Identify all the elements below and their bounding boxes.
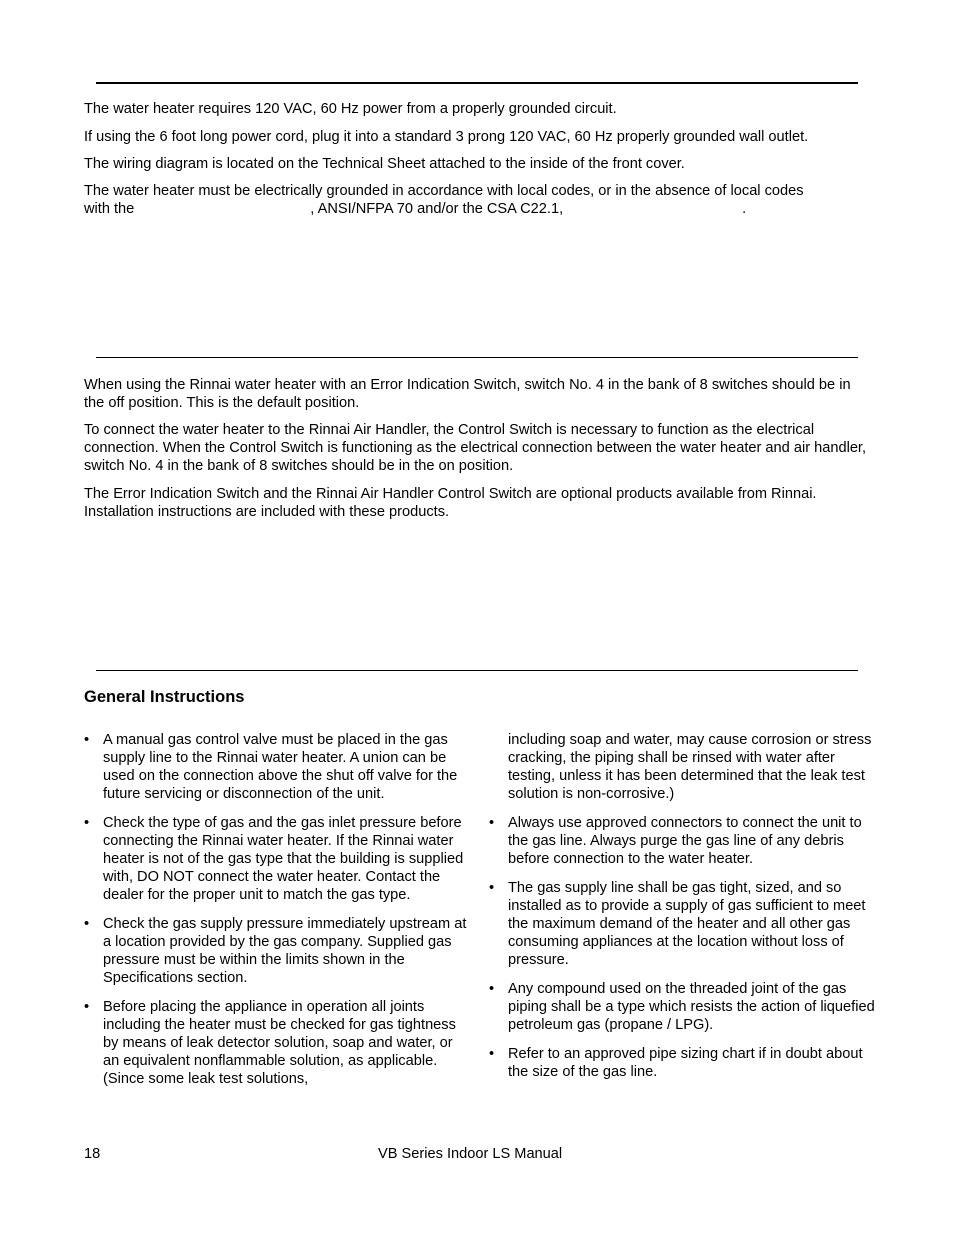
electrical-wiring-diagram-paragraph: The wiring diagram is located on the Technical Sheet attached to the inside of the front cover. <box>84 156 685 172</box>
grounding-text-a: with the <box>84 201 135 217</box>
bullet-icon: • <box>489 880 495 896</box>
list-item-text: Check the gas supply pressure immediately upstream at a location provided by the gas company. Supplied gas pressure must be within the limits shown in the Specifications section. <box>103 916 467 986</box>
list-item <box>489 980 879 1034</box>
list-item-text: Refer to an approved pipe sizing chart if in doubt about the size of the gas line. <box>508 1046 863 1080</box>
electrical-power-paragraph: The water heater requires 120 VAC, 60 Hz power from a properly grounded circuit. <box>84 101 617 117</box>
list-item <box>489 1045 879 1081</box>
bullet-icon: • <box>489 1046 495 1062</box>
list-item <box>489 814 879 868</box>
manual-title: VB Series Indoor LS Manual <box>378 1146 563 1162</box>
electrical-grounding-paragraph <box>84 182 874 218</box>
list-item-continuation: including soap and water, may cause corrosion or stress cracking, the piping shall be rinsed with water after testing, unless it has been determined that the leak test solution is non-corrosive.) <box>508 732 872 802</box>
grounding-text-c: . <box>742 201 747 217</box>
section-divider-electrical <box>96 82 858 84</box>
bullet-icon: • <box>84 815 90 831</box>
switch-air-handler-paragraph: To connect the water heater to the Rinnai Air Handler, the Control Switch is necessary to function as the electrical connection. When the Control Switch is functioning as the electrical connection between the water heater and air handler, switch No. 4 in the bank of 8 switches should be in the on position. <box>84 422 867 474</box>
switch-error-indication-paragraph: When using the Rinnai water heater with an Error Indication Switch, switch No. 4 in the bank of 8 switches should be in the off position. This is the default position. <box>84 377 851 411</box>
switch-optional-products-paragraph: The Error Indication Switch and the Rinnai Air Handler Control Switch are optional products available from Rinnai. Installation instructions are included with these products. <box>84 486 817 520</box>
section-divider-gas <box>96 670 858 671</box>
bullet-icon: • <box>84 916 90 932</box>
list-item-text: Before placing the appliance in operation all joints including the heater must be checked for gas tightness by means of leak detector solution, soap and water, or an equivalent nonflammable solution, as applicable. (Since some leak test solutions, <box>103 999 456 1087</box>
list-item-text: Check the type of gas and the gas inlet pressure before connecting the Rinnai water heater. If the Rinnai water heater is not of the gas type that the building is supplied with, DO NOT connect the water heater. Contact the dealer for the proper unit to match the gas type. <box>103 815 464 903</box>
electrical-power-cord-paragraph: If using the 6 foot long power cord, plug it into a standard 3 prong 120 VAC, 60 Hz properly grounded wall outlet. <box>84 129 809 145</box>
list-item <box>84 915 469 987</box>
list-item <box>489 879 879 969</box>
section-divider-switches <box>96 357 858 358</box>
bullet-icon: • <box>489 815 495 831</box>
bullet-icon: • <box>489 981 495 997</box>
list-item-text: The gas supply line shall be gas tight, sized, and so installed as to provide a supply of gas sufficient to meet the maximum demand of the heater and all other gas consuming appliances at the location without loss of pressure. <box>508 880 866 968</box>
list-item <box>84 998 469 1088</box>
general-instructions-heading: General Instructions <box>84 688 245 706</box>
list-item <box>84 814 469 904</box>
bullet-icon: • <box>84 999 90 1015</box>
grounding-line-1: The water heater must be electrically grounded in accordance with local codes, or in the absence of local codes <box>84 183 804 199</box>
list-item-text: A manual gas control valve must be placed in the gas supply line to the Rinnai water heater. A union can be used on the connection above the shut off valve for the future servicing or disconnection of the unit. <box>103 732 458 802</box>
list-item-text: Any compound used on the threaded joint of the gas piping shall be a type which resists the action of liquefied petroleum gas (propane / LPG). <box>508 981 875 1033</box>
grounding-text-b: , ANSI/NFPA 70 and/or the CSA C22.1, <box>310 201 564 217</box>
gas-instructions-left-column <box>84 731 469 1099</box>
list-item-text: Always use approved connectors to connect the unit to the gas line. Always purge the gas line of any debris before connection to the water heater. <box>508 815 862 867</box>
bullet-icon: • <box>84 732 90 748</box>
gas-instructions-right-column <box>489 731 879 1092</box>
list-item <box>84 731 469 803</box>
page-number: 18 <box>84 1146 101 1162</box>
